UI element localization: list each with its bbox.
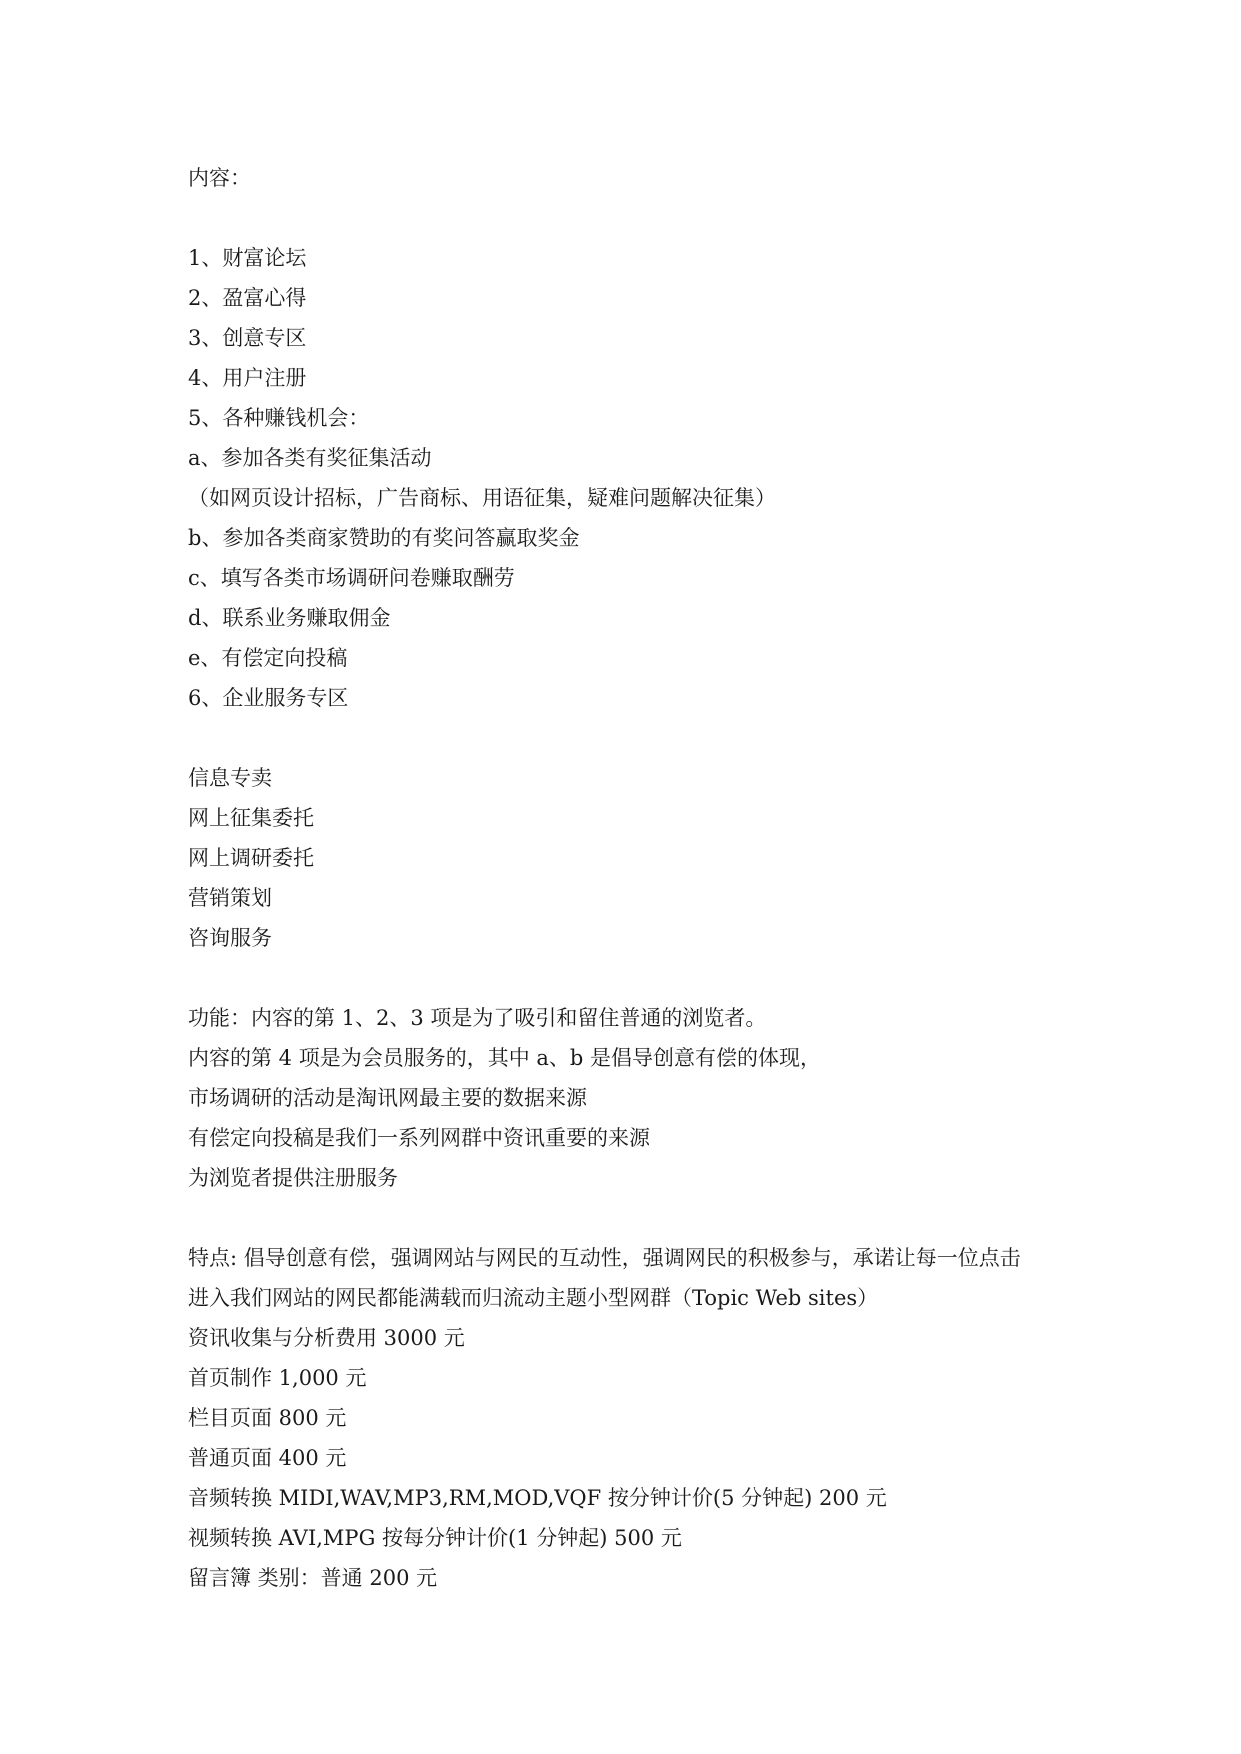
- price-line: 资讯收集与分析费用 3000 元: [188, 1326, 465, 1350]
- text-line: 市场调研的活动是淘讯网最主要的数据来源: [188, 1086, 587, 1110]
- list-item: b、参加各类商家赞助的有奖问答赢取奖金: [188, 526, 580, 550]
- list-item: 网上征集委托: [188, 806, 314, 830]
- spacer: [188, 958, 1148, 998]
- text-line: 内容的第 4 项是为会员服务的，其中 a、b 是倡导创意有偿的体现，: [188, 1046, 822, 1070]
- price-line: 栏目页面 800 元: [188, 1406, 347, 1430]
- spacer: [188, 718, 1148, 758]
- list-item: 4、用户注册: [188, 366, 307, 390]
- price-line: 首页制作 1,000 元: [188, 1366, 367, 1390]
- list-item: 信息专卖: [188, 766, 272, 790]
- spacer: [188, 1198, 1148, 1238]
- price-line: 视频转换 AVI,MPG 按每分钟计价(1 分钟起) 500 元: [188, 1526, 682, 1550]
- list-item: 营销策划: [188, 886, 272, 910]
- text-line: 功能：内容的第 1、2、3 项是为了吸引和留住普通的浏览者。: [188, 1006, 767, 1030]
- list-item: 6、企业服务专区: [188, 686, 349, 710]
- content-heading: 内容：: [188, 166, 251, 190]
- list-item: 2、盈富心得: [188, 286, 307, 310]
- document-page: [188, 158, 1148, 1598]
- content-list: [188, 238, 1148, 718]
- services-list: [188, 758, 1148, 958]
- spacer: [188, 198, 1148, 238]
- list-item: c、填写各类市场调研问卷赚取酬劳: [188, 566, 515, 590]
- list-item: 5、各种赚钱机会：: [188, 406, 370, 430]
- list-item: e、有偿定向投稿: [188, 646, 348, 670]
- list-item: 咨询服务: [188, 926, 272, 950]
- text-line: 为浏览者提供注册服务: [188, 1166, 398, 1190]
- price-line: 普通页面 400 元: [188, 1446, 347, 1470]
- list-item: d、联系业务赚取佣金: [188, 606, 391, 630]
- list-item: 3、创意专区: [188, 326, 307, 350]
- list-item: 1、财富论坛: [188, 246, 307, 270]
- functions-section: [188, 998, 1148, 1198]
- list-item: 网上调研委托: [188, 846, 314, 870]
- list-item: （如网页设计招标，广告商标、用语征集，疑难问题解决征集）: [188, 486, 776, 510]
- features-section: [188, 1238, 1148, 1598]
- text-line: 特点: 倡导创意有偿，强调网站与网民的互动性，强调网民的积极参与，承诺让每一位点击: [188, 1246, 1021, 1270]
- list-item: a、参加各类有奖征集活动: [188, 446, 432, 470]
- price-line: 音频转换 MIDI,WAV,MP3,RM,MOD,VQF 按分钟计价(5 分钟起) 200 元: [188, 1486, 887, 1510]
- text-line: 有偿定向投稿是我们一系列网群中资讯重要的来源: [188, 1126, 650, 1150]
- text-line: 进入我们网站的网民都能满载而归流动主题小型网群（Topic Web sites）: [188, 1286, 879, 1310]
- price-line: 留言簿 类别：普通 200 元: [188, 1566, 438, 1590]
